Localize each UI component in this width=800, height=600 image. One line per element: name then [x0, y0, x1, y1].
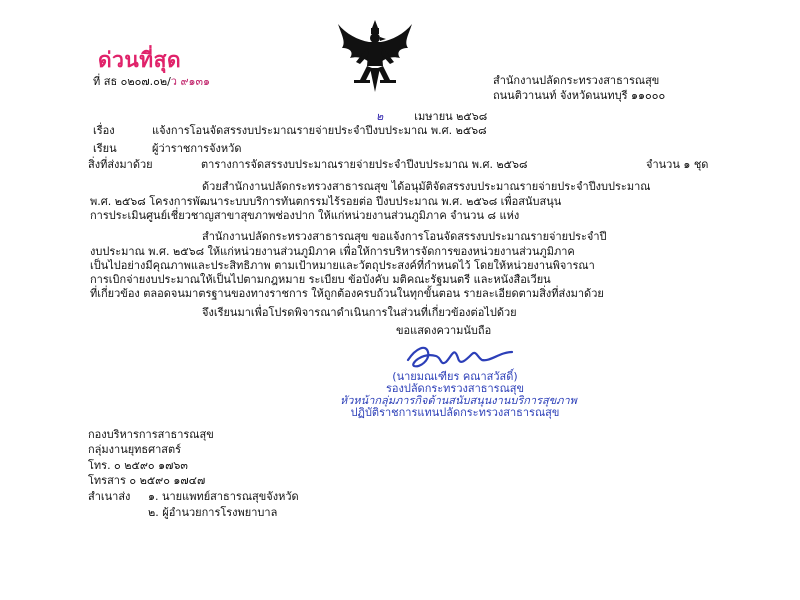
signatory-title-2: หัวหน้ากลุ่มภารกิจด้านสนับสนุนงานบริการสุขภาพ	[340, 394, 577, 407]
paragraph-1-line-3: การประเมินศูนย์เชี่ยวชาญสาขาสุขภาพช่องปาก ให้แก่หน่วยงานส่วนภูมิภาค จำนวน ๘ แห่ง	[90, 209, 520, 222]
copy-to-item-2: ๒. ผู้อำนวยการโรงพยาบาล	[148, 506, 278, 519]
copy-to-label: สำเนาส่ง	[88, 490, 131, 503]
footer-tel: โทร. ๐ ๒๕๙๐ ๑๗๖๓	[88, 459, 188, 472]
signatory-name: (นายมณเฑียร คณาสวัสดิ์)	[392, 370, 518, 383]
subject-label: เรื่อง	[93, 124, 115, 137]
office-name: สำนักงานปลัดกระทรวงสาธารณสุข	[493, 74, 660, 87]
document-number-handwritten: ว ๙๑๓๑	[170, 75, 211, 88]
urgency-label: ด่วนที่สุด	[98, 48, 182, 72]
paragraph-2-line-4: การเบิกจ่ายงบประมาณให้เป็นไปตามกฎหมาย ระเบียบ ข้อบังคับ มติคณะรัฐมนตรี และหนังสือเวียน	[90, 273, 551, 286]
document-date	[376, 110, 487, 124]
paragraph-2-line-3: เป็นไปอย่างมีคุณภาพและประสิทธิภาพ ตามเป้าหมายและวัตถุประสงค์ที่กำหนดไว้ โดยให้หน่วยงานพิจารณา	[90, 259, 595, 272]
enclosure-text: ตารางการจัดสรรงบประมาณรายจ่ายประจำปีงบประมาณ พ.ศ. ๒๕๖๘	[201, 158, 528, 171]
to-text: ผู้ว่าราชการจังหวัด	[152, 142, 242, 155]
signatory-title-3: ปฏิบัติราชการแทนปลัดกระทรวงสาธารณสุข	[350, 406, 560, 419]
paragraph-1-line-1: ด้วยสำนักงานปลัดกระทรวงสาธารณสุข ได้อนุมัติจัดสรรงบประมาณรายจ่ายประจำปีงบประมาณ	[202, 180, 651, 193]
date-month-year: เมษายน ๒๕๖๘	[414, 110, 488, 123]
signatory-title-1: รองปลัดกระทรวงสาธารณสุข	[385, 382, 525, 395]
paragraph-1-line-2: พ.ศ. ๒๕๖๘ โครงการพัฒนาระบบบริการทันตกรรมไร้รอยต่อ ปีงบประมาณ พ.ศ. ๒๕๖๘ เพื่อสนับสนุน	[90, 195, 562, 208]
paragraph-3: จึงเรียนมาเพื่อโปรดพิจารณาดำเนินการในส่วนที่เกี่ยวข้องต่อไปด้วย	[202, 306, 517, 319]
office-street: ถนนติวานนท์ จังหวัดนนทบุรี ๑๑๐๐๐	[493, 89, 666, 102]
office-address	[493, 73, 665, 103]
garuda-emblem-icon	[336, 18, 414, 94]
paragraph-2-line-1: สำนักงานปลัดกระทรวงสาธารณสุข ขอแจ้งการโอนจัดสรรงบประมาณรายจ่ายประจำปี	[202, 230, 607, 243]
paragraph-2-line-5: ที่เกี่ยวข้อง ตลอดจนมาตรฐานของทางราชการ ให้ถูกต้องครบถ้วนในทุกขั้นตอน รายละเอียดตามสิ่งที่ส่งมาด้วย	[90, 287, 604, 300]
footer-group: กลุ่มงานยุทธศาสตร์	[88, 443, 182, 456]
to-label: เรียน	[93, 142, 117, 155]
enclosure-count: จำนวน ๑ ชุด	[646, 158, 709, 171]
footer-fax: โทรสาร ๐ ๒๕๙๐ ๑๗๔๗	[88, 474, 206, 487]
date-day-handwritten: ๒	[376, 110, 384, 123]
closing-salutation: ขอแสดงความนับถือ	[396, 324, 492, 337]
copy-to-item-1: ๑. นายแพทย์สาธารณสุขจังหวัด	[148, 490, 299, 503]
document-number-prefix: ที่ สธ ๐๒๐๗.๐๒/	[93, 75, 171, 88]
paragraph-2-line-2: งบประมาณ พ.ศ. ๒๕๖๘ ให้แก่หน่วยงานส่วนภูมิภาค เพื่อให้การบริหารจัดการของหน่วยงานส่วนภูมิภาค	[90, 245, 575, 258]
enclosure-label: สิ่งที่ส่งมาด้วย	[88, 158, 153, 171]
handwritten-signature	[396, 338, 516, 372]
footer-department: กองบริหารการสาธารณสุข	[88, 428, 214, 441]
subject-text: แจ้งการโอนจัดสรรงบประมาณรายจ่ายประจำปีงบประมาณ พ.ศ. ๒๕๖๘	[152, 124, 487, 137]
document-number	[93, 75, 210, 89]
